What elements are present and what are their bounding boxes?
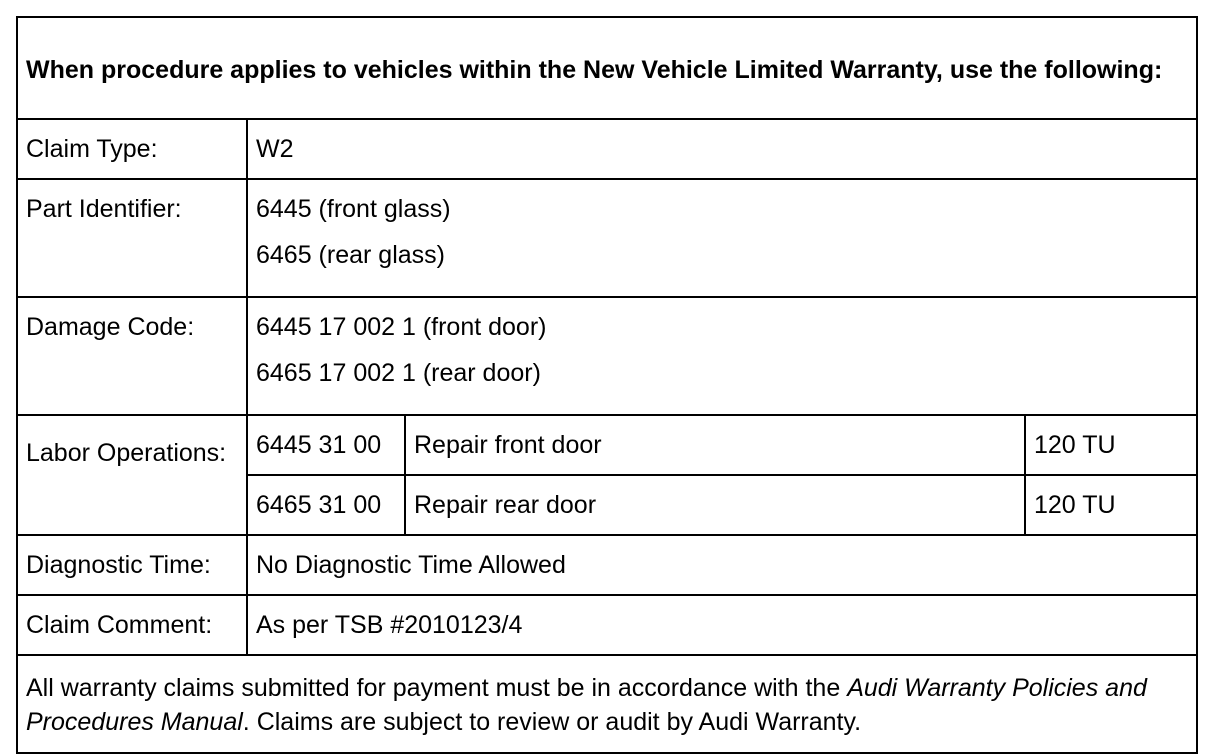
table-header: When procedure applies to vehicles within the New Vehicle Limited Warranty, use the following: <box>17 17 1197 119</box>
damage-code-front: 6445 17 002 1 (front door) <box>256 313 547 341</box>
damage-code-values <box>247 297 1197 415</box>
part-identifier-front: 6445 (front glass) <box>256 195 451 223</box>
labor-description-front: Repair front door <box>405 415 1025 475</box>
claim-comment-label: Claim Comment: <box>17 595 247 655</box>
part-identifier-row <box>17 179 1197 297</box>
labor-code-front: 6445 31 00 <box>247 415 405 475</box>
claim-comment-value: As per TSB #2010123/4 <box>247 595 1197 655</box>
part-identifier-rear: 6465 (rear glass) <box>256 241 445 269</box>
footer-text-after: . Claims are subject to review or audit by Audi Warranty. <box>242 708 862 736</box>
table-footer <box>17 655 1197 753</box>
diagnostic-time-label: Diagnostic Time: <box>17 535 247 595</box>
damage-code-row <box>17 297 1197 415</box>
labor-code-rear: 6465 31 00 <box>247 475 405 535</box>
diagnostic-time-row <box>17 535 1197 595</box>
warranty-claim-table <box>16 16 1198 754</box>
claim-type-value: W2 <box>247 119 1197 179</box>
labor-time-front: 120 TU <box>1025 415 1197 475</box>
damage-code-rear: 6465 17 002 1 (rear door) <box>256 359 541 387</box>
manual-title: Audi Warranty Policies and Procedures Manual <box>26 674 1147 736</box>
labor-row-front <box>17 415 1197 475</box>
claim-comment-row <box>17 595 1197 655</box>
claim-type-row <box>17 119 1197 179</box>
labor-description-rear: Repair rear door <box>405 475 1025 535</box>
footer-text-before: All warranty claims submitted for payment must be in accordance with the <box>26 674 848 702</box>
damage-code-label: Damage Code: <box>17 297 247 415</box>
diagnostic-time-value: No Diagnostic Time Allowed <box>247 535 1197 595</box>
labor-time-rear: 120 TU <box>1025 475 1197 535</box>
part-identifier-label: Part Identifier: <box>17 179 247 297</box>
claim-type-label: Claim Type: <box>17 119 247 179</box>
labor-operations-label: Labor Operations: <box>17 415 247 535</box>
part-identifier-values <box>247 179 1197 297</box>
